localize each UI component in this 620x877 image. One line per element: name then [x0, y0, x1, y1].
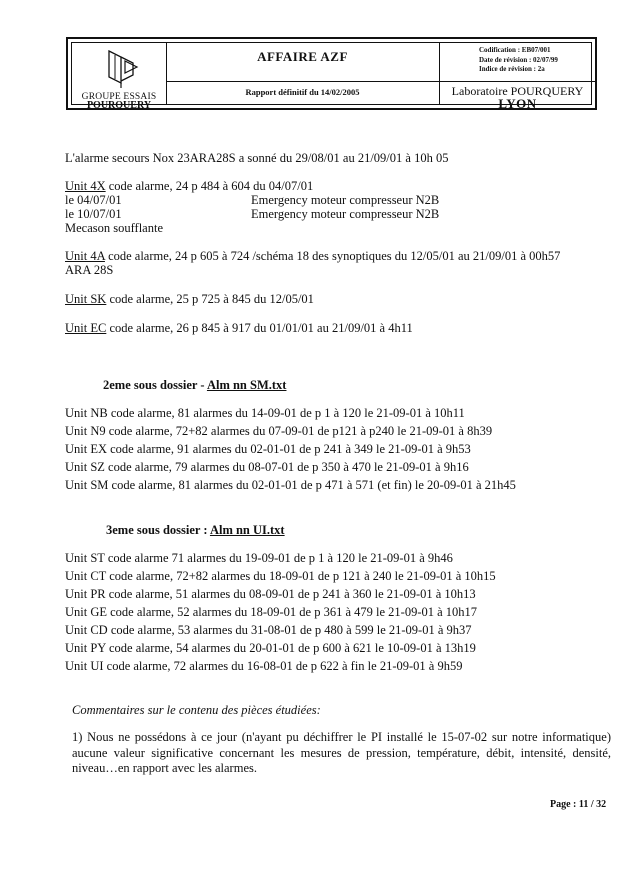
dossier-3-file: Alm nn UI.txt [209, 523, 285, 537]
indice-revision: Indice de révision : 2a [479, 65, 545, 73]
date-revision: Date de révision : 02/07/99 [479, 55, 558, 64]
unit-4x-event-2: Emergency moteur compresseur N2B [251, 207, 440, 221]
commentaire-paragraph-1: 1) Nous ne possédons à ce jour (n'ayant pu déchiffrer le PI installé le 15-07-02 sur notre informatique) aucune valeur significative concernant les mesures de pression, température, débit, intensité, densité, niveau…en rapport avec les alarmes. [72, 730, 611, 775]
laboratoire-city: LYON [498, 96, 537, 111]
unit-4x-date-2: le 10/07/01 [65, 207, 122, 221]
org-name-line2: POURQUERY [86, 100, 152, 111]
dossier-3-line: Unit UI code alarme, 72 alarmes du 16-08-01 de p 622 à fin le 21-09-01 à 9h59 [65, 659, 463, 673]
unit-4a-label: Unit 4A [65, 249, 105, 263]
unit-4a-text: code alarme, 24 p 605 à 724 /schéma 18 des synoptiques du 12/05/01 au 21/09/01 à 00h57 [104, 249, 561, 263]
dossier-2-file: Alm nn SM.txt [206, 378, 287, 392]
dossier-2-line: Unit EX code alarme, 91 alarmes du 02-01-01 de p 241 à 349 le 21-09-01 à 9h53 [65, 442, 471, 456]
dossier-2-line: Unit SM code alarme, 81 alarmes du 02-01-01 de p 471 à 571 (et fin) le 20-09-01 à 21h45 [65, 478, 516, 492]
unit-4x-event-1: Emergency moteur compresseur N2B [251, 193, 440, 207]
codification-block [479, 46, 558, 75]
unit-ec-label: Unit EC [65, 321, 107, 335]
document-header [66, 37, 597, 110]
header-divider-middle [166, 81, 439, 82]
unit-sk-line [65, 292, 314, 306]
groupe-essais-logo-icon [105, 49, 141, 89]
unit-4x-line [65, 179, 313, 193]
dossier-3-line: Unit PR code alarme, 51 alarmes du 08-09-01 de p 241 à 360 le 21-09-01 à 10h13 [65, 587, 476, 601]
unit-sk-label: Unit SK [65, 292, 107, 306]
unit-4a-line [65, 249, 560, 263]
dossier-3-line: Unit CT code alarme, 72+82 alarmes du 18-09-01 de p 121 à 240 le 21-09-01 à 10h15 [65, 569, 496, 583]
unit-4a-line2: ARA 28S [65, 263, 114, 277]
unit-4x-label: Unit 4X [65, 179, 106, 193]
dossier-3-line: Unit GE code alarme, 52 alarmes du 18-09-01 de p 361 à 479 le 21-09-01 à 10h17 [65, 605, 478, 619]
dossier-2-title: 2eme sous dossier - [103, 378, 207, 392]
commentaires-heading: Commentaires sur le contenu des pièces étudiées: [72, 703, 321, 717]
unit-4x-extra: Mecason soufflante [65, 221, 164, 235]
dossier-3-heading [106, 523, 285, 538]
dossier-2-line: Unit SZ code alarme, 79 alarmes du 08-07-01 de p 350 à 470 le 21-09-01 à 9h16 [65, 460, 469, 474]
dossier-3-line: Unit PY code alarme, 54 alarmes du 20-01-01 de p 600 à 621 le 10-09-01 à 13h19 [65, 641, 476, 655]
rapport-date: Rapport définitif du 14/02/2005 [245, 87, 360, 97]
codification: Codification : EB07/001 [479, 46, 551, 54]
unit-ec-text: code alarme, 26 p 845 à 917 du 01/01/01 au 21/09/01 à 4h11 [106, 321, 413, 335]
unit-sk-text: code alarme, 25 p 725 à 845 du 12/05/01 [106, 292, 314, 306]
unit-4x-date-1: le 04/07/01 [65, 193, 122, 207]
dossier-3-line: Unit CD code alarme, 53 alarmes du 31-08-01 de p 480 à 599 le 21-09-01 à 9h37 [65, 623, 472, 637]
laboratoire-name: Laboratoire POURQUERY [451, 84, 584, 98]
dossier-3-title: 3eme sous dossier : [106, 523, 210, 537]
dossier-2-line: Unit N9 code alarme, 72+82 alarmes du 07-09-01 de p121 à p240 le 21-09-01 à 8h39 [65, 424, 493, 438]
intro-line: L'alarme secours Nox 23ARA28S a sonné du 29/08/01 au 21/09/01 à 10h 05 [65, 151, 449, 165]
dossier-2-heading [103, 378, 286, 393]
dossier-2-line: Unit NB code alarme, 81 alarmes du 14-09-01 de p 1 à 120 le 21-09-01 à 10h11 [65, 406, 465, 420]
header-inner-frame [71, 42, 592, 111]
dossier-3-line: Unit ST code alarme 71 alarmes du 19-09-01 de p 1 à 120 le 21-09-01 à 9h46 [65, 551, 453, 565]
header-divider-right-cell [439, 81, 595, 82]
affaire-title: AFFAIRE AZF [257, 49, 348, 64]
org-name-line1: GROUPE ESSAIS [81, 92, 157, 102]
page-number: Page : 11 / 32 [550, 799, 607, 810]
unit-4x-text: code alarme, 24 p 484 à 604 du 04/07/01 [105, 179, 314, 193]
unit-ec-line [65, 321, 413, 335]
